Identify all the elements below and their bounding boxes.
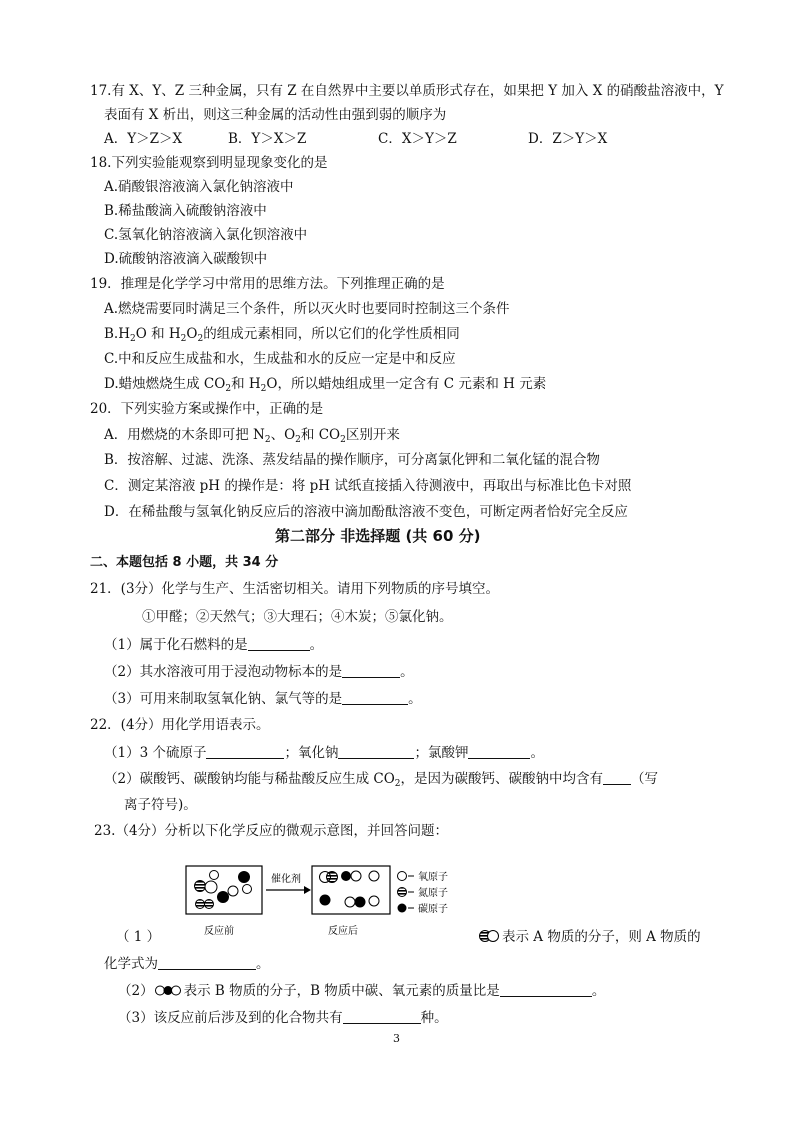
q22-stem: 22．(4分）用化学用语表示。: [90, 717, 270, 733]
legend-nitrogen: 氮原子: [418, 888, 448, 899]
answer-blank[interactable]: [158, 956, 256, 970]
q19-option-b: $B.H_2O$ 和 $H_2O_2$的组成元素相同，所以它们的化学性质相同: [104, 326, 460, 344]
q20-option-d: D．在稀盐酸与氢氧化钠反应后的溶液中滴加酚酞溶液不变色，可断定两者恰好完全反应: [104, 504, 628, 520]
q17-option-c: C．X＞Y＞Z: [378, 131, 457, 147]
q17-stem-line1: 17.有 X、Y、Z 三种金属，只有 Z 在自然界中主要以单质形式存在，如果把 Y 加入 X 的硝酸盐溶液中，Y: [90, 83, 724, 99]
q23-sub2: （2） 表示 B 物质的分子，B 物质中碳、氧元素的质量比是 。: [118, 983, 606, 999]
q18-stem: 18.下列实验能观察到明显现象变化的是: [90, 155, 328, 171]
q21-sub2: （2）其水溶液可用于浸泡动物标本的是 。: [104, 664, 414, 680]
q21-sub3: （3）可用来制取氢氧化钠、氯气等的是 。: [104, 691, 422, 707]
answer-blank[interactable]: [343, 1010, 421, 1024]
q18-option-d: D.硫酸钠溶液滴入碳酸钡中: [104, 251, 268, 267]
answer-blank[interactable]: [248, 637, 310, 651]
q23-sub1-label: （ 1 ）: [116, 929, 161, 945]
part2-title: 第二部分 非选择题 (共 60 分): [275, 527, 481, 545]
q20-stem: 20．下列实验方案或操作中，正确的是: [90, 401, 324, 417]
q22-sub2-cont: 离子符号)。: [124, 797, 197, 813]
section2-header: 二、本题包括 8 小题，共 34 分: [90, 555, 279, 570]
q23-stem: 23.（4分）分析以下化学反应的微观示意图，并回答问题：: [94, 823, 449, 839]
answer-blank[interactable]: [468, 745, 530, 759]
q18-option-a: A.硝酸银溶液滴入氯化钠溶液中: [104, 179, 294, 195]
q17-options: [104, 130, 607, 148]
q19-option-a: A.燃烧需要同时满足三个条件，所以灭火时也要同时控制这三个条件: [104, 301, 510, 317]
answer-blank[interactable]: [603, 771, 631, 785]
q21-sub1: （1）属于化石燃料的是 。: [104, 637, 324, 653]
q20-option-c: C．测定某溶液 pH 的操作是：将 pH 试纸直接插入待测液中，再取出与标准比色卡对照: [104, 478, 632, 494]
q19-option-d: D.蜡烛燃烧生成 $CO_2$和 $H_2O$，所以蜡烛组成里一定含有 C 元素和 H 元素: [104, 376, 547, 394]
before-label: 反应前: [204, 926, 234, 937]
legend-carbon: 碳原子: [418, 904, 448, 915]
q20-option-b: B．按溶解、过滤、洗涤、蒸发结晶的操作顺序，可分离氯化钾和二氧化锰的混合物: [104, 452, 600, 468]
reaction-diagram: [180, 860, 490, 940]
q17-option-b: B．Y＞X＞Z: [228, 131, 307, 147]
q23-sub1-formula: 化学式为 。: [104, 956, 270, 972]
q22-sub2: （2）碳酸钙、碳酸钠均能与稀盐酸反应生成 $CO_2$，是因为碳酸钙、碳酸钠中均含有 （写: [104, 771, 659, 789]
q17-option-d: D．Z＞Y＞X: [528, 131, 608, 147]
answer-blank[interactable]: [342, 664, 400, 678]
q21-stem: 21．(3分）化学与生产、生活密切相关。请用下列物质的序号填空。: [90, 581, 500, 597]
page-number: 3: [393, 1032, 400, 1045]
answer-blank[interactable]: [500, 983, 592, 997]
q19-option-c: C.中和反应生成盐和水，生成盐和水的反应一定是中和反应: [104, 351, 456, 367]
q18-option-c: C.氢氧化钠溶液滴入氯化钡溶液中: [104, 227, 308, 243]
q19-stem: 19．推理是化学学习中常用的思维方法。下列推理正确的是: [90, 276, 445, 292]
answer-blank[interactable]: [206, 745, 284, 759]
q21-items: ①甲醛；②天然气；③大理石；④木炭；⑤氯化钠。: [142, 609, 453, 625]
molecule-b-icon: [154, 984, 184, 997]
q20-option-a: A．用燃烧的木条即可把 $N_2$、$O_2$和 $CO_2$区别开来: [104, 427, 400, 445]
q17-stem-line2: 表面有 X 析出，则这三种金属的活动性由强到弱的顺序为: [104, 107, 447, 123]
legend-oxygen: 氧原子: [418, 872, 448, 883]
molecule-a-icon: [478, 929, 500, 943]
after-label: 反应后: [328, 926, 358, 937]
q22-sub1: （1）3 个硫原子 ；氧化钠 ；氯酸钾 。: [104, 745, 544, 761]
answer-blank[interactable]: [342, 691, 408, 705]
q18-option-b: B.稀盐酸滴入硫酸钠溶液中: [104, 203, 267, 219]
legend: [398, 870, 449, 915]
answer-blank[interactable]: [338, 745, 414, 759]
q23-sub3: （3）该反应前后涉及到的化合物共有 种。: [118, 1010, 448, 1026]
q17-option-a: A．Y＞Z＞X: [104, 131, 183, 147]
q23-sub1-text: 表示 A 物质的分子，则 A 物质的: [502, 929, 701, 945]
catalyst-label: 催化剂: [271, 874, 301, 885]
